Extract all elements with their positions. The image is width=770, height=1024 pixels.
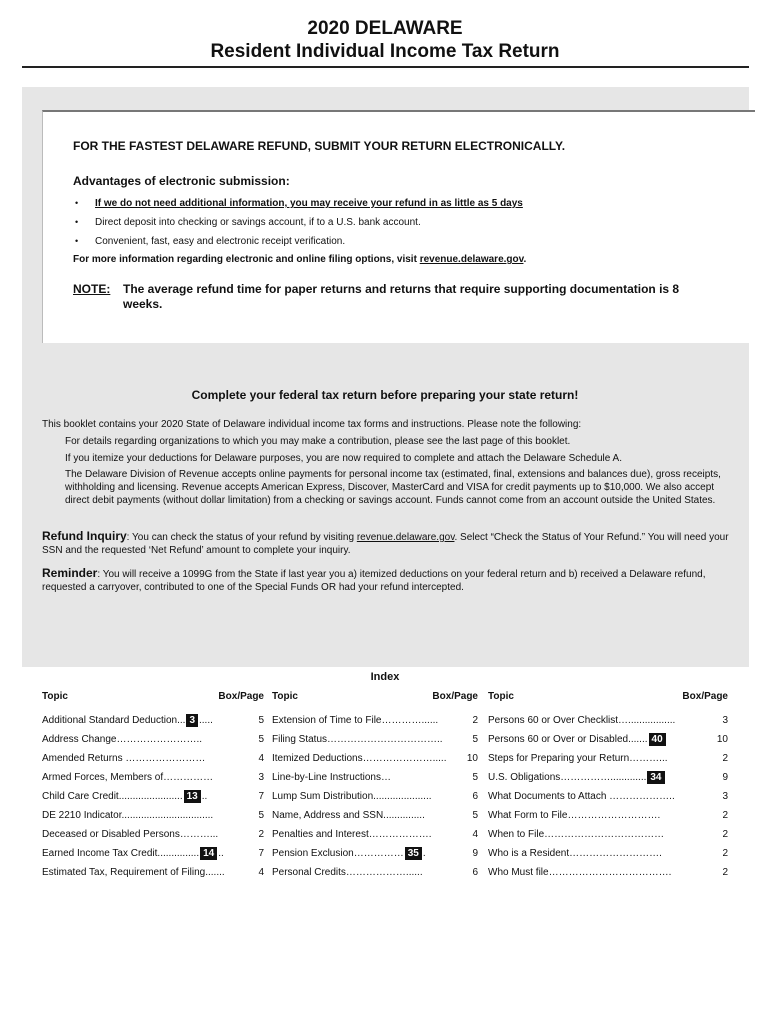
index-leader: .. [201, 791, 208, 802]
efile-headline: FOR THE FASTEST DELAWARE REFUND, SUBMIT YOUR RETURN ELECTRONICALLY. [73, 139, 566, 153]
index-entry [488, 711, 728, 730]
refund-status-link[interactable]: revenue.delaware.gov [356, 532, 455, 543]
index-topic: U.S. Obligations……………............. [488, 772, 647, 783]
index-topic: Additional Standard Deduction... [42, 715, 186, 726]
advantages-title: Advantages of electronic submission: [73, 174, 290, 188]
index-column-2 [272, 689, 478, 882]
reminder-1099g: Reminder: You will receive a 1099G from the State if last year you a) itemized deductions on your federal return and b) received a Delaware refund, requested a carryover, contributed to one of the Special Funds OR had your refund intercepted. [42, 566, 706, 593]
refund-inquiry-label: Refund Inquiry [42, 529, 127, 543]
index-page-number: 5 [472, 734, 478, 745]
index-topic: Persons 60 or Over Checklist…................. [488, 715, 676, 726]
index-topic: Extension of Time to File…………...... [272, 715, 439, 726]
index-entry [42, 863, 264, 882]
box-number-badge: 34 [647, 771, 664, 784]
index-page-number: 4 [258, 867, 264, 878]
index-page-number: 2 [722, 810, 728, 821]
index-entry [42, 787, 264, 806]
organizations-note: For details regarding organizations to which you may make a contribution, please see the last page of this booklet. [65, 436, 571, 447]
index-page-number: 2 [722, 753, 728, 764]
title-form-name: Resident Individual Income Tax Return [210, 41, 560, 62]
index-page-number: 7 [258, 791, 264, 802]
index-page-number: 2 [258, 829, 264, 840]
payments-note: The Delaware Division of Revenue accepts online payments for personal income tax (estimated, final, extensions and balances due), gross receipts, withholding and licensing. Revenue accepts American Express, Discover, MasterCard and VISA for credit payments up to $10,000. We also accept direct debit payments (without dollar limitation) from a checking or savings account. Funds cannot come from an account outside the United States. [65, 469, 721, 506]
index-entry [42, 844, 264, 863]
index-topic: Persons 60 or Over or Disabled....... [488, 734, 648, 745]
efile-notice-box [42, 110, 755, 343]
index-topic: What Form to File………………………. [488, 810, 661, 821]
index-topic: Personal Credits………………...... [272, 867, 423, 878]
index-entry [272, 730, 478, 749]
index-page-number: 9 [472, 848, 478, 859]
index-page-number: 10 [716, 734, 728, 745]
index-header: Topic Box/Page [272, 691, 478, 702]
box-number-badge: 3 [186, 714, 198, 727]
index-entry [488, 825, 728, 844]
index-leader: .. [218, 848, 224, 859]
index-entry [272, 844, 478, 863]
index-entry [42, 749, 264, 768]
index-topic: Itemized Deductions…………………..... [272, 753, 447, 764]
index-entry [42, 711, 264, 730]
index-page-number: 9 [722, 772, 728, 783]
index-entry [42, 730, 264, 749]
index-topic: Name, Address and SSN............... [272, 810, 425, 821]
index-page-number: 3 [722, 715, 728, 726]
title-divider [22, 66, 749, 68]
index-page-number: 6 [472, 867, 478, 878]
advantage-item: • If we do not need additional information, you may receive your refund in as little as 5 days [73, 194, 523, 213]
complete-federal-first: Complete your federal tax return before preparing your state return! [191, 388, 579, 402]
index-entry [488, 749, 728, 768]
index-entry [488, 730, 728, 749]
refund-inquiry: Refund Inquiry: You can check the status of your refund by visiting revenue.delaware.gov. Select “Check the Status of Your Refund.” You will need your SSN and the requested ‘Net Refund’ amount to complete your inquiry. [42, 529, 729, 556]
index-header: Topic Box/Page [42, 691, 264, 702]
index-page-number: 10 [466, 753, 478, 764]
index-page-number: 2 [472, 715, 478, 726]
booklet-intro: This booklet contains your 2020 State of Delaware individual income tax forms and instructions. Please note the following: [42, 419, 582, 430]
index-column-1 [42, 689, 264, 882]
index-entry [488, 787, 728, 806]
index-page-number: 5 [258, 810, 264, 821]
index-page-number: 5 [472, 772, 478, 783]
index-entry [272, 825, 478, 844]
index-topic: Estimated Tax, Requirement of Filing....... [42, 867, 225, 878]
index-leader: . [422, 848, 426, 859]
index-topic: Deceased or Disabled Persons………... [42, 829, 219, 840]
index-page-number: 3 [722, 791, 728, 802]
index-entry [272, 749, 478, 768]
box-number-badge: 13 [184, 790, 201, 803]
index-topic: Child Care Credit....................... [42, 791, 183, 802]
itemize-note: If you itemize your deductions for Delaware purposes, you are now required to complete and attach the Delaware Schedule A. [65, 453, 622, 464]
bullet-icon: • [75, 217, 79, 227]
index-entry [272, 806, 478, 825]
index-entry [272, 787, 478, 806]
advantage-item: • Convenient, fast, easy and electronic receipt verification. [73, 232, 523, 251]
index-title: Index [370, 671, 400, 683]
index-page-number: 2 [722, 867, 728, 878]
revenue-website-link[interactable]: revenue.delaware.gov [419, 254, 524, 265]
reminder-label: Reminder [42, 566, 98, 580]
index-topic: Penalties and Interest………………. [272, 829, 432, 840]
box-number-badge: 35 [405, 847, 422, 860]
index-header: Topic Box/Page [488, 691, 728, 702]
index-entry [488, 806, 728, 825]
index-entry [488, 863, 728, 882]
index-entry [42, 825, 264, 844]
index-entry [272, 768, 478, 787]
title-year-state: 2020 DELAWARE [307, 18, 463, 39]
index-topic: Amended Returns …………………… [42, 753, 206, 764]
index-column-3 [488, 689, 728, 882]
index-page-number: 2 [722, 848, 728, 859]
index-leader: ..... [199, 715, 213, 726]
index-page-number: 2 [722, 829, 728, 840]
index-topic: Pension Exclusion…………… [272, 848, 404, 859]
index-page-number: 3 [258, 772, 264, 783]
index-entry [272, 863, 478, 882]
index-page-number: 4 [472, 829, 478, 840]
index-entry [488, 844, 728, 863]
index-page-number: 5 [472, 810, 478, 821]
index-entry [42, 806, 264, 825]
index-topic: DE 2210 Indicator................................. [42, 810, 214, 821]
index-topic: When to File……………………………… [488, 829, 665, 840]
index-entry [42, 768, 264, 787]
refund-time-note [73, 282, 713, 312]
note-label: NOTE: [73, 282, 111, 296]
index-page-number: 7 [258, 848, 264, 859]
index-page-number: 5 [258, 734, 264, 745]
index-topic: Line-by-Line Instructions… [272, 772, 391, 783]
index-topic: Who is a Resident………………………. [488, 848, 662, 859]
index-topic: Steps for Preparing your Return………... [488, 753, 668, 764]
more-info-line: For more information regarding electronic and online filing options, visit revenue.delaware.gov. [73, 254, 527, 265]
index-entry [272, 711, 478, 730]
index-topic: Filing Status…………………………….. [272, 734, 443, 745]
advantages-list [73, 194, 523, 251]
index-entry [488, 768, 728, 787]
box-number-badge: 14 [200, 847, 217, 860]
index-page-number: 4 [258, 753, 264, 764]
document-title [0, 18, 770, 64]
index-topic: Address Change…………………….. [42, 734, 203, 745]
note-text: The average refund time for paper returns and returns that require supporting documentation is 8 weeks. [123, 282, 680, 311]
index-topic: Armed Forces, Members of…………… [42, 772, 214, 783]
bullet-icon: • [75, 236, 79, 246]
index-page-number: 6 [472, 791, 478, 802]
index-topic: What Documents to Attach ……………….. [488, 791, 675, 802]
bullet-icon: • [75, 198, 79, 208]
index-topic: Earned Income Tax Credit............... [42, 848, 200, 859]
index-page-number: 5 [258, 715, 264, 726]
advantage-item: • Direct deposit into checking or savings account, if to a U.S. bank account. [73, 213, 523, 232]
index-topic: Who Must file………………………………. [488, 867, 672, 878]
index-topic: Lump Sum Distribution..................... [272, 791, 432, 802]
box-number-badge: 40 [649, 733, 666, 746]
